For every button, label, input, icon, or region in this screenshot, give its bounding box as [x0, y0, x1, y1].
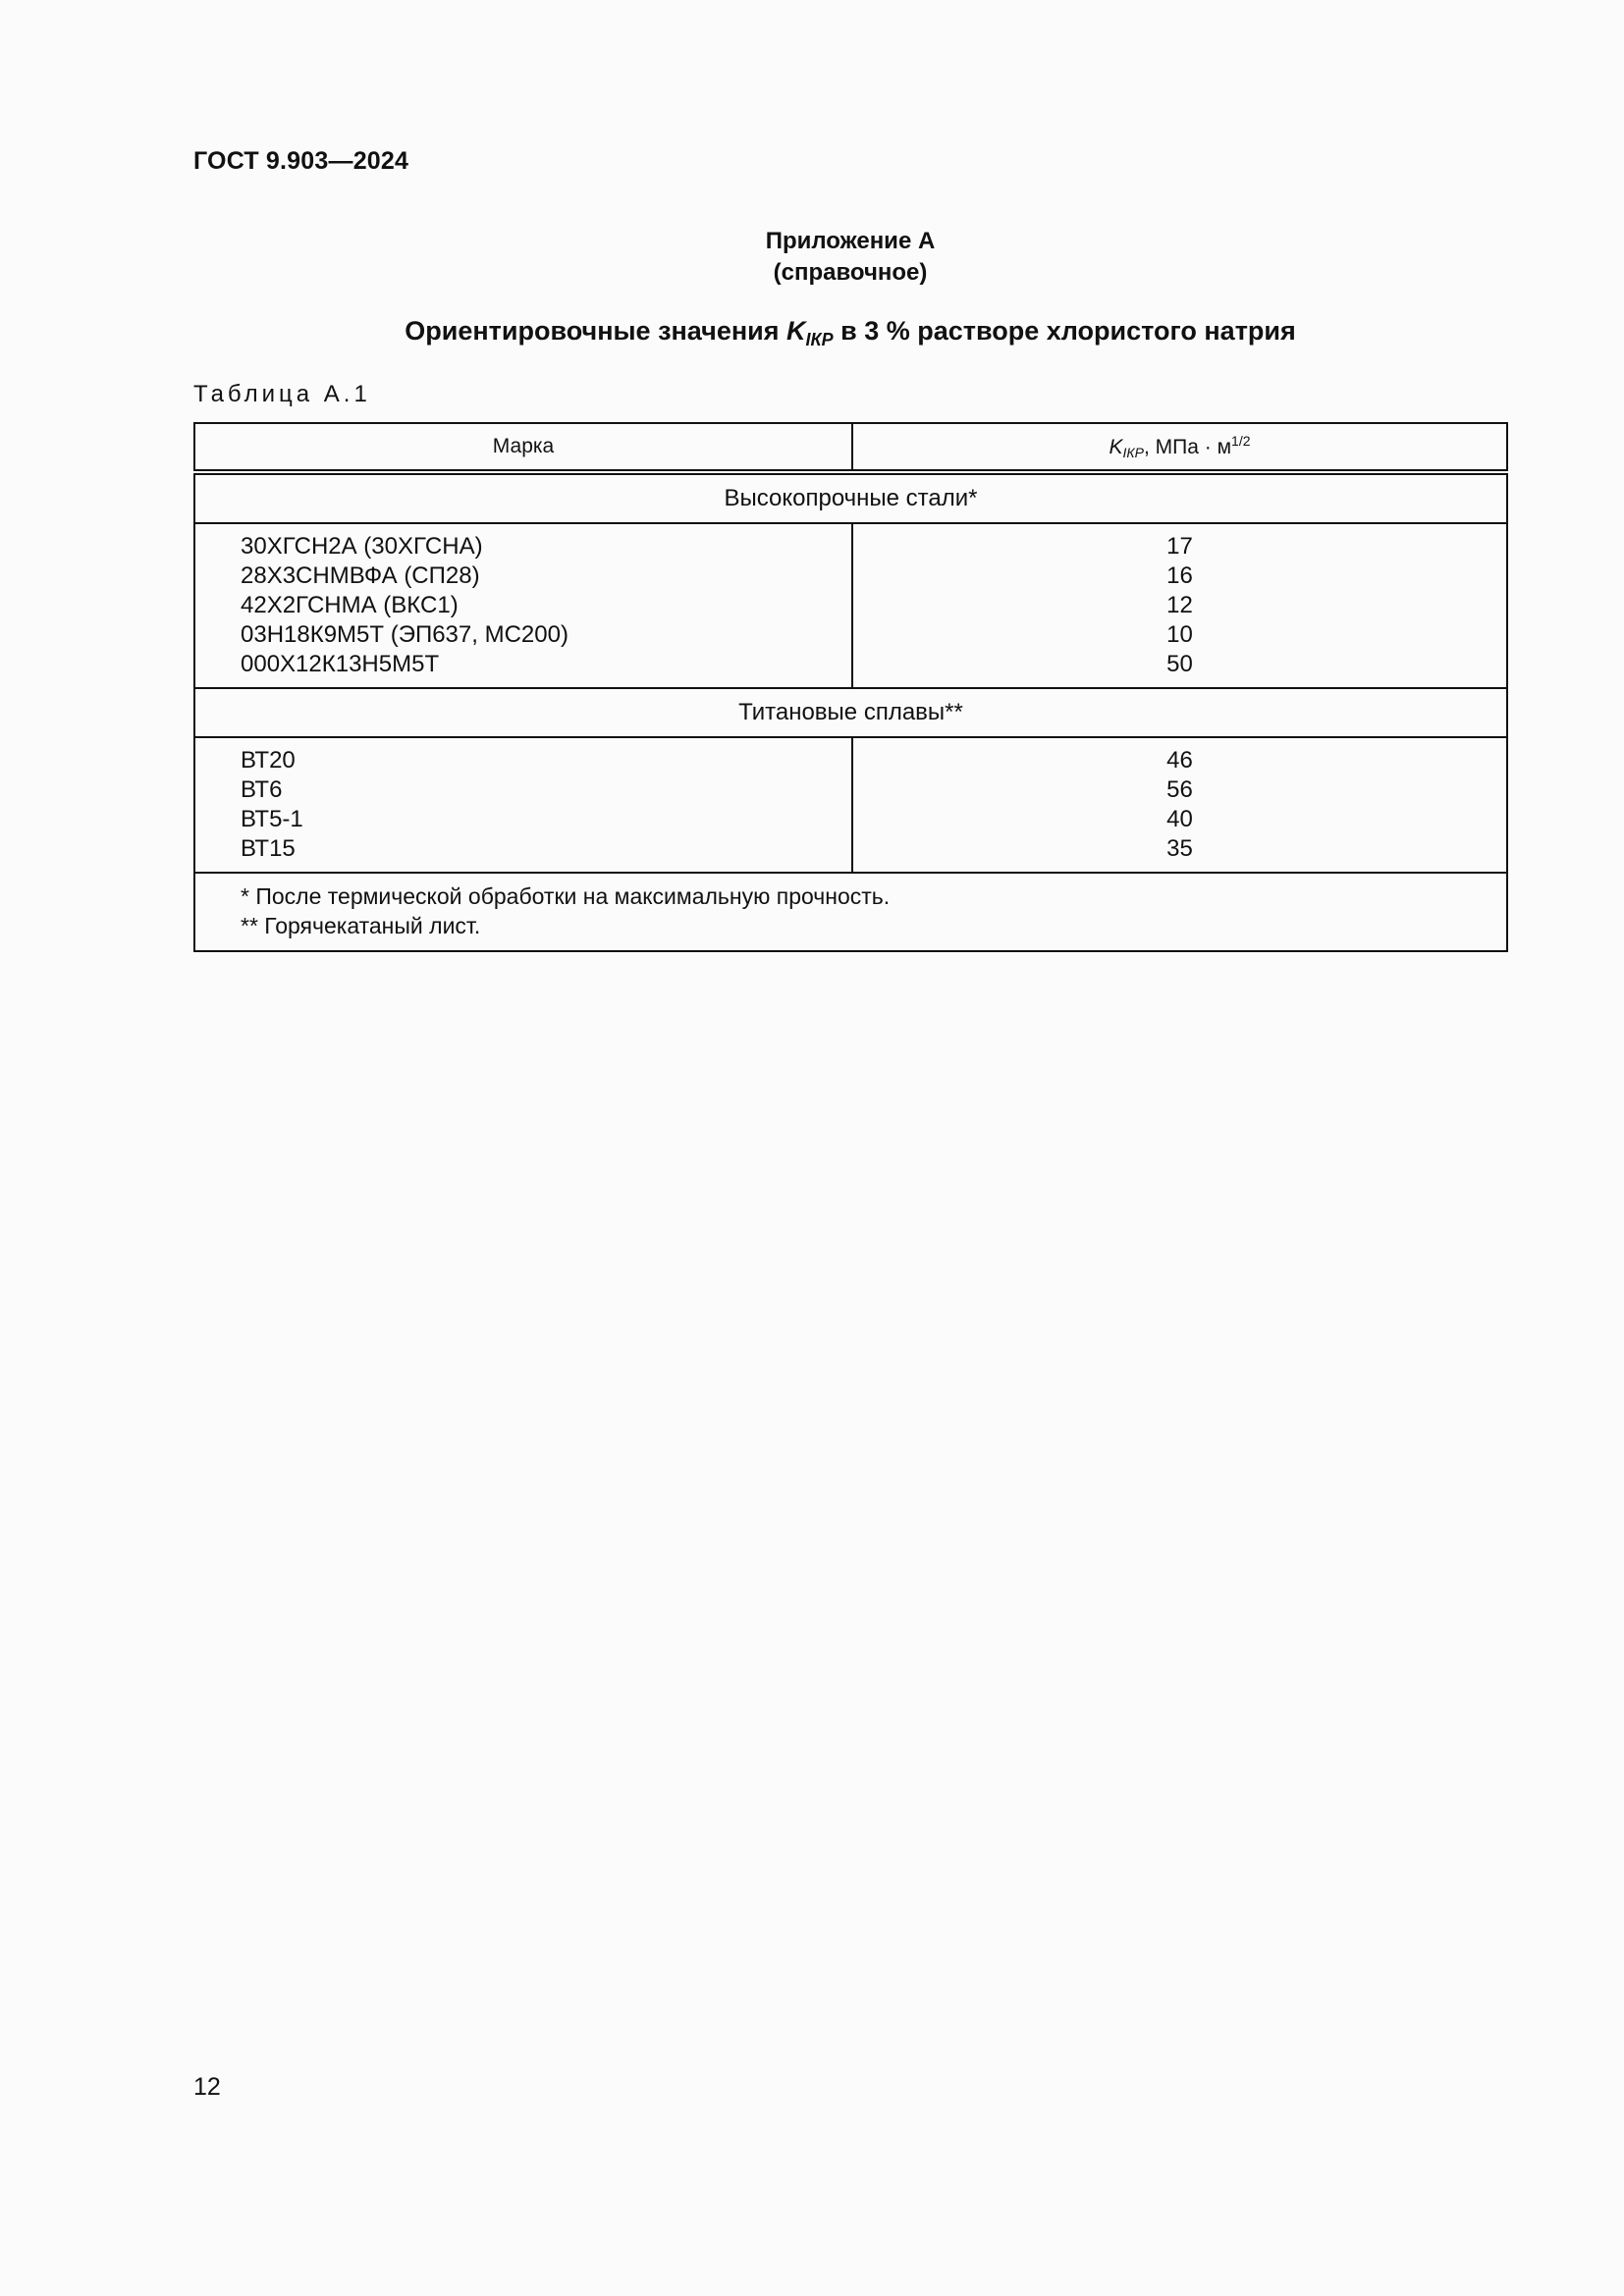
grade-list [194, 523, 852, 688]
title-suffix: в 3 % растворе хлористого натрия [833, 316, 1296, 346]
grade-value: 10 [1166, 621, 1193, 648]
group-title-steels: Высокопрочные стали* [194, 472, 1507, 523]
grade-value: 16 [1166, 562, 1193, 589]
appendix-heading [0, 226, 1624, 289]
table-notes [194, 873, 1507, 951]
header-symbol-subscript: IКР [1122, 445, 1144, 460]
appendix-title: Приложение А [765, 228, 936, 254]
table-caption: Таблица А.1 [193, 381, 371, 407]
standard-number: ГОСТ 9.903—2024 [193, 147, 409, 175]
grade-name: 03Н18К9М5Т (ЭП637, МС200) [241, 621, 568, 648]
notes-row [194, 873, 1507, 951]
title-symbol: K [786, 316, 806, 346]
grade-name: 42Х2ГСНМА (ВКС1) [241, 592, 459, 618]
page-number: 12 [193, 2073, 221, 2101]
table-row [194, 737, 1507, 873]
grade-value: 17 [1166, 533, 1193, 560]
header-units: , МПа · м [1143, 436, 1232, 458]
grade-list [194, 737, 852, 873]
grade-name: ВТ5-1 [241, 806, 303, 832]
title-prefix: Ориентировочные значения [405, 316, 787, 346]
header-kikr [852, 423, 1507, 472]
group-row [194, 688, 1507, 737]
grade-name: 30ХГСН2А (30ХГСНА) [241, 533, 483, 560]
grade-name: ВТ20 [241, 747, 296, 774]
value-list [852, 523, 1507, 688]
grade-name: 000Х12К13Н5М5Т [241, 651, 440, 677]
grade-name: ВТ15 [241, 835, 296, 862]
grade-value: 12 [1166, 592, 1193, 618]
grade-value: 40 [1166, 806, 1193, 832]
grade-value: 56 [1166, 776, 1193, 803]
grade-value: 35 [1166, 835, 1193, 862]
data-table [193, 422, 1508, 952]
footnote: * После термической обработки на максимальную прочность. [241, 883, 891, 909]
header-symbol: K [1109, 436, 1123, 458]
grade-value: 50 [1166, 651, 1193, 677]
title-symbol-subscript: IКР [805, 330, 834, 349]
grade-name: 28Х3СНМВФА (СП28) [241, 562, 480, 589]
grade-value: 46 [1166, 747, 1193, 774]
table-row [194, 523, 1507, 688]
value-list [852, 737, 1507, 873]
group-row [194, 472, 1507, 523]
grade-name: ВТ6 [241, 776, 283, 803]
footnote: ** Горячекатаный лист. [241, 913, 481, 938]
document-title [0, 316, 1624, 350]
header-units-exponent: 1/2 [1231, 433, 1251, 449]
table-header-row [194, 423, 1507, 472]
header-grade: Марка [194, 423, 852, 472]
group-title-titanium: Титановые сплавы** [194, 688, 1507, 737]
appendix-type: (справочное) [773, 259, 928, 286]
